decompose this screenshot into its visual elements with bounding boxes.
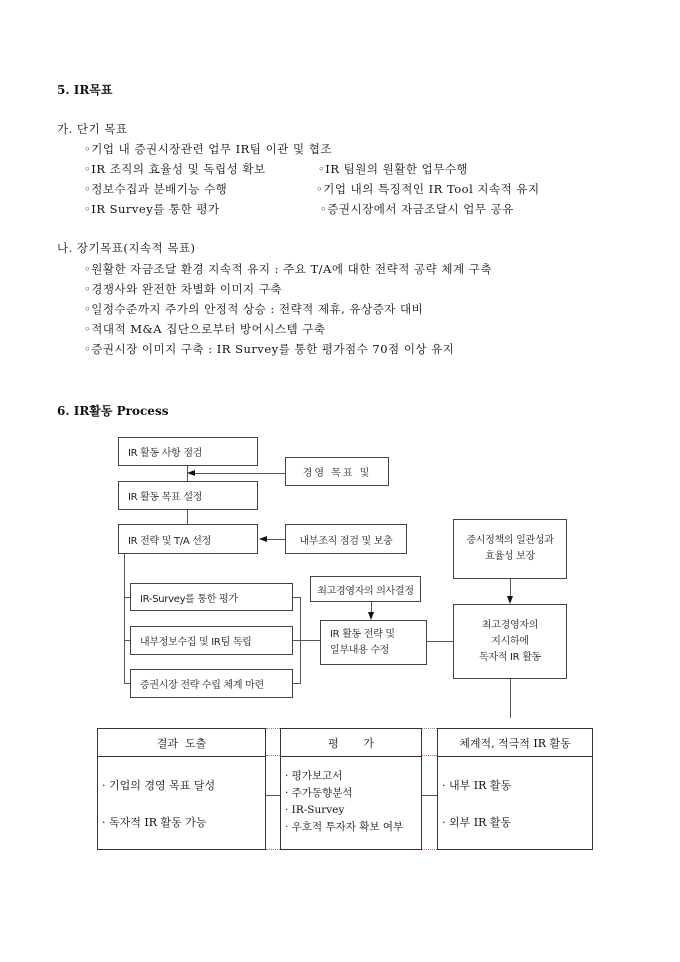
long-term-bullet: ◦증권시장 이미지 구축 : IR Survey를 통한 평가점수 70점 이상 유지 [84, 342, 455, 356]
table-evaluation [280, 728, 422, 850]
box-label: 최고경영자의 [481, 619, 539, 631]
box-ir-strategy [118, 524, 258, 554]
box-label: 증권시장 전략 수립 체계 마련 [140, 680, 264, 691]
table-results [97, 728, 266, 850]
connector [187, 509, 188, 524]
long-term-bullet: ◦경쟁사와 완전한 차별화 이미지 구축 [84, 282, 283, 296]
table-ir-activities [437, 728, 593, 850]
connector [510, 678, 511, 718]
box-label: IR 전략 및 T/A 선정 [128, 535, 212, 547]
table-item: · 주가동향분석 [285, 787, 353, 799]
table-header: 평 가 [281, 729, 421, 757]
short-term-bullet: ◦IR 팀원의 원활한 업무수행 [318, 162, 469, 176]
arrow-left-icon [259, 536, 267, 542]
box-revise [320, 620, 427, 665]
divider [422, 849, 437, 850]
connector [266, 795, 280, 796]
box-label: 내부정보수집 및 IR팀 독립 [140, 637, 252, 648]
connector [426, 641, 453, 642]
connector [292, 640, 320, 641]
box-internal-check [285, 524, 407, 554]
long-term-heading: 나. 장기목표(지속적 목표) [57, 241, 196, 255]
divider [422, 755, 437, 756]
short-term-bullet: ◦증권시장에서 자금조달시 업무 공유 [320, 202, 514, 216]
connector [195, 473, 285, 474]
table-item: · 내부 IR 활동 [442, 779, 512, 792]
short-term-bullet: ◦기업 내 증권시장관련 업무 IR팀 이관 및 협조 [84, 142, 332, 156]
table-item: · 독자적 IR 활동 가능 [102, 816, 207, 829]
long-term-bullet: ◦원활한 자금조달 환경 지속적 유지 : 주요 T/A에 대한 전략적 공략 체계 구축 [84, 262, 492, 276]
box-label: 독자적 IR 활동 [479, 651, 541, 663]
short-term-bullet: ◦IR 조직의 효율성 및 독립성 확보 [84, 162, 266, 176]
divider [266, 849, 280, 850]
short-term-bullet: ◦기업 내의 특징적인 IR Tool 지속적 유지 [316, 182, 540, 196]
table-header: 체계적, 적극적 IR 활동 [438, 729, 592, 757]
box-ir-set-goal [118, 481, 258, 510]
section-5-title: 5. IR목표 [57, 83, 113, 97]
divider [266, 728, 280, 729]
connector [422, 795, 437, 796]
table-item: · 평가보고서 [285, 770, 343, 782]
table-item: · IR-Survey [285, 804, 345, 816]
box-label: IR 활동 목표 설정 [128, 492, 203, 503]
box-management-goal [285, 457, 389, 486]
arrow-down-icon [507, 596, 513, 604]
connector [510, 578, 511, 596]
arrow-down-icon [368, 612, 374, 620]
arrow-left-icon [187, 470, 195, 476]
divider [422, 728, 437, 729]
table-item: · 외부 IR 활동 [442, 816, 512, 829]
connector [266, 539, 285, 540]
box-label: 효율성 보장 [485, 551, 535, 562]
short-term-bullet: ◦IR Survey를 통한 평가 [84, 202, 220, 216]
box-ir-check [118, 437, 258, 466]
box-info [130, 626, 293, 655]
long-term-bullet: ◦일정수준까지 주가의 안정적 상승 : 전략적 제휴, 유상증자 대비 [84, 302, 424, 316]
table-header: 결과 도출 [98, 729, 265, 757]
box-label: IR-Survey를 통한 평가 [140, 593, 238, 605]
box-consistency [453, 519, 567, 579]
divider [266, 755, 280, 756]
table-item: · 기업의 경영 목표 달성 [102, 779, 216, 792]
box-label: IR 활동 사항 점검 [128, 448, 203, 459]
box-label: 내부조직 점검 및 보충 [299, 535, 393, 547]
box-market-plan [130, 669, 293, 698]
table-item: · 우호적 투자자 확보 여부 [285, 821, 404, 833]
box-ceo-decision [310, 576, 421, 602]
box-label: 최고경영자의 의사결정 [317, 585, 414, 597]
long-term-bullet: ◦적대적 M&A 집단으로부터 방어시스템 구축 [84, 322, 326, 336]
box-survey [130, 583, 293, 611]
box-label: 증시정책의 일관성과 [466, 535, 554, 546]
connector [124, 553, 125, 683]
box-label: 경영 목표 및 [302, 468, 372, 479]
short-term-heading: 가. 단기 목표 [57, 122, 128, 136]
box-ceo-directive [453, 604, 567, 679]
section-6-title: 6. IR활동 Process [57, 404, 169, 418]
box-label: 지시하에 [491, 635, 529, 647]
box-label: IR 활동 전략 및 [330, 628, 395, 640]
short-term-bullet: ◦정보수집과 분배기능 수행 [84, 182, 228, 196]
box-label: 일부내용 수정 [330, 644, 390, 656]
